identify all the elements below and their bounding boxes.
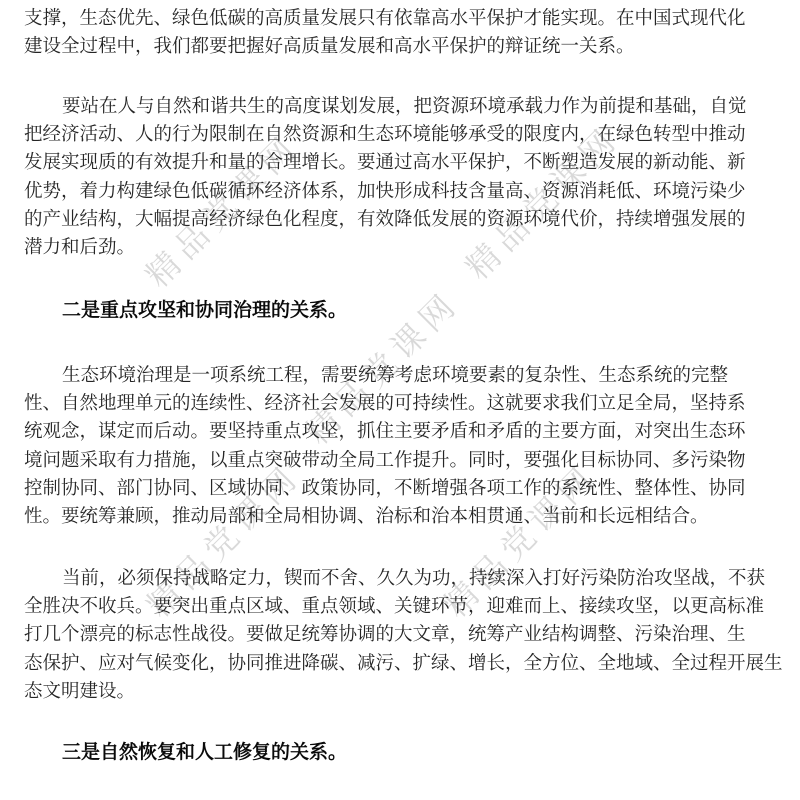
body-paragraph xyxy=(24,92,769,261)
paragraph-text-line: 发展实现质的有效提升和量的合理增长。要通过高水平保护，不断塑造发展的新动能、新 xyxy=(24,151,746,173)
paragraph-text-line: 建设全过程中，我们都要把握好高质量发展和高水平保护的辩证统一关系。 xyxy=(24,35,635,57)
heading-text-line: 三是自然恢复和人工修复的关系。 xyxy=(62,742,348,763)
paragraph-text-line: 打几个漂亮的标志性战役。要做足统筹协调的大文章，统筹产业结构调整、污染治理、生 xyxy=(24,623,746,645)
watermark-text: 精品党课网 xyxy=(298,283,467,452)
paragraph-text-line: 把经济活动、人的行为限制在自然资源和生态环境能够承受的限度内，在绿色转型中推动 xyxy=(24,123,746,145)
paragraph-text-line: 控制协同、部门协同、区域协同、政策协同，不断增强各项工作的系统性、整体性、协同 xyxy=(24,476,746,498)
body-paragraph xyxy=(24,564,783,705)
body-paragraph xyxy=(24,361,769,530)
paragraph-text-line: 当前，必须保持战略定力，锲而不舍、久久为功，持续深入打好污染防治攻坚战，不获 xyxy=(62,567,766,588)
watermark-text: 精品党课网 xyxy=(139,456,308,625)
paragraph-text-line: 优势，着力构建绿色低碳循环经济体系，加快形成科技含量高、资源消耗低、环境污染少 xyxy=(24,179,746,201)
paragraph-text-line: 支撑，生态优先、绿色低碳的高质量发展只有依靠高水平保护才能实现。在中国式现代化 xyxy=(24,7,746,28)
paragraph-text-line: 态保护、应对气候变化，协同推进降碳、减污、扩绿、增长，全方位、全地域、全过程开展生 xyxy=(24,651,783,673)
section-heading xyxy=(24,739,769,767)
heading-text-line: 二是重点攻坚和协同治理的关系。 xyxy=(62,300,348,321)
section-heading xyxy=(24,297,769,325)
watermark-text: 精品党课网 xyxy=(458,118,627,287)
paragraph-text-line: 境问题采取有力措施，以重点突破带动全局工作提升。同时，要强化目标协同、多污染物 xyxy=(24,448,746,470)
paragraph-text-line: 统观念，谋定而后动。要坚持重点攻坚，抓住主要矛盾和矛盾的主要方面，对突出生态环 xyxy=(24,420,746,442)
watermark-text: 精品党课网 xyxy=(436,456,605,625)
paragraph-text-line: 要站在人与自然和谐共生的高度谋划发展，把资源环境承载力作为前提和基础，自觉 xyxy=(62,95,747,116)
paragraph-text-line: 的产业结构，大幅提高经济绿色化程度，有效降低发展的资源环境代价，持续增强发展的 xyxy=(24,207,746,229)
paragraph-text-line: 生态环境治理是一项系统工程，需要统筹考虑环境要素的复杂性、生态系统的完整 xyxy=(62,364,729,385)
paragraph-text-line: 态文明建设。 xyxy=(24,679,136,701)
paragraph-text-line: 性、自然地理单元的连续性、经济社会发展的可持续性。这就要求我们立足全局，坚持系 xyxy=(24,392,746,414)
body-paragraph xyxy=(24,4,769,60)
paragraph-text-line: 潜力和后劲。 xyxy=(24,235,136,257)
watermark-text: 精品党课网 xyxy=(138,126,307,295)
paragraph-text-line: 全胜决不收兵。要突出重点区域、重点领域、关键环节，迎难而上、接续攻坚，以更高标准 xyxy=(24,595,765,617)
paragraph-text-line: 性。要统筹兼顾，推动局部和全局相协调、治标和治本相贯通、当前和长远相结合。 xyxy=(24,504,709,526)
